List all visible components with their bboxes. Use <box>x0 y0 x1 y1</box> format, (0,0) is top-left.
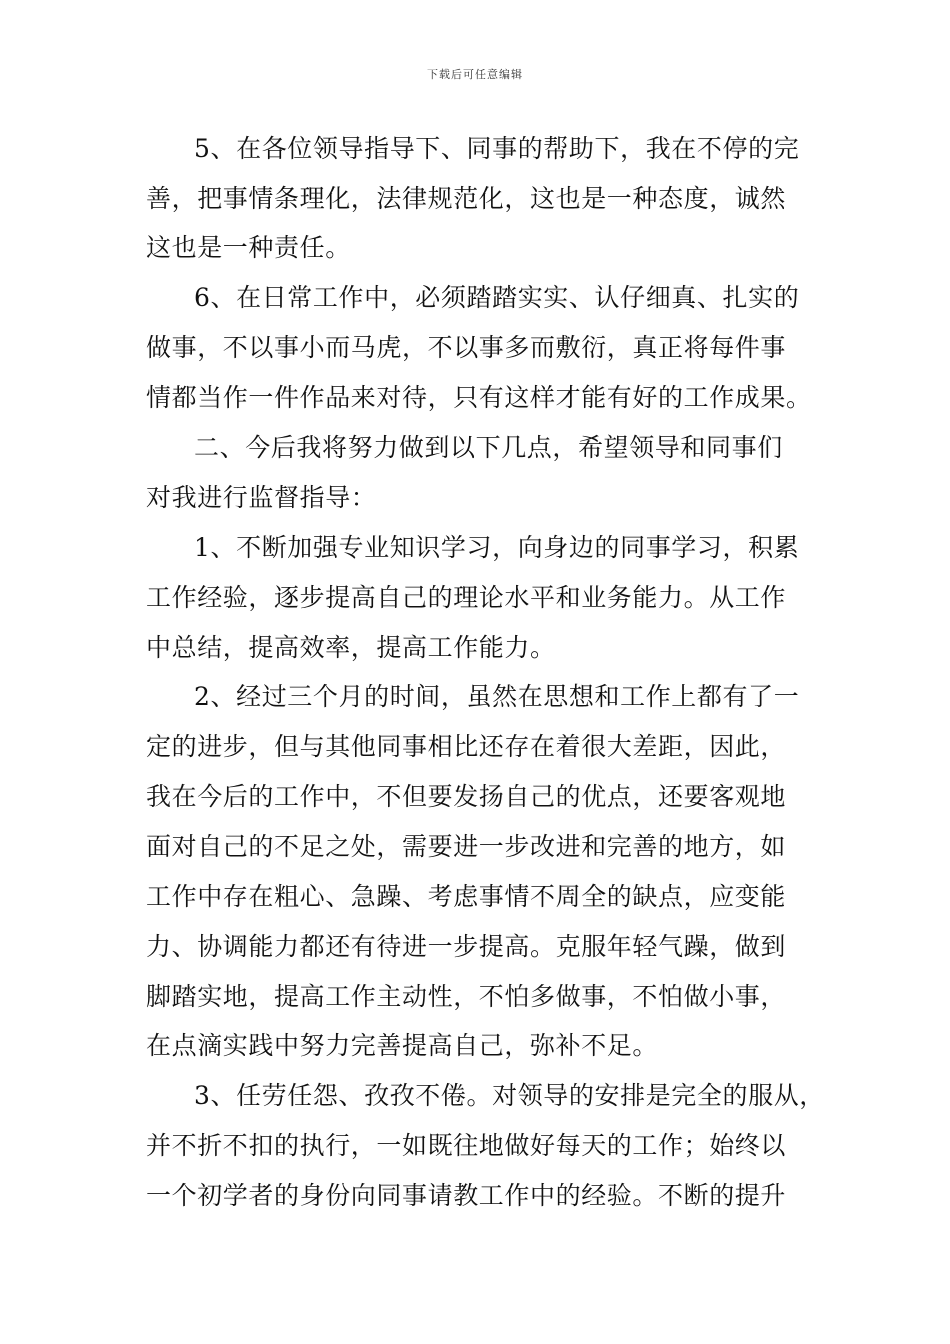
text-line: 并不折不扣的执行，一如既往地做好每天的工作；始终以 <box>146 1131 787 1160</box>
text-line: 做事，不以事小而马虎，不以事多而敷衍，真正将每件事 <box>146 333 787 362</box>
text-line: 5、在各位领导指导下、同事的帮助下，我在不停的完 <box>194 134 800 163</box>
text-line: 二、今后我将努力做到以下几点，希望领导和同事们 <box>194 433 783 462</box>
text-line: 定的进步，但与其他同事相比还存在着很大差距，因此， <box>146 732 787 761</box>
text-line: 善，把事情条理化，法律规范化，这也是一种态度，诚然 <box>146 184 787 213</box>
text-line: 我在今后的工作中，不但要发扬自己的优点，还要客观地 <box>146 782 787 811</box>
text-line: 6、在日常工作中，必须踏踏实实、认仔细真、扎实的 <box>194 283 800 312</box>
text-line: 一个初学者的身份向同事请教工作中的经验。不断的提升 <box>146 1181 787 1210</box>
text-line: 1、不断加强专业知识学习，向身边的同事学习，积累 <box>194 533 800 562</box>
text-line: 工作中存在粗心、急躁、考虑事情不周全的缺点，应变能 <box>146 882 787 911</box>
text-line: 面对自己的不足之处，需要进一步改进和完善的地方，如 <box>146 832 787 861</box>
text-line: 3、任劳任怨、孜孜不倦。对领导的安排是完全的服从， <box>194 1081 825 1110</box>
text-line: 中总结，提高效率，提高工作能力。 <box>146 633 556 662</box>
page-header: 下载后可任意编辑 <box>427 68 523 81</box>
text-line: 这也是一种责任。 <box>146 233 351 262</box>
text-line: 对我进行监督指导： <box>146 483 377 512</box>
text-line: 力、协调能力都还有待进一步提高。克服年轻气躁，做到 <box>146 932 787 961</box>
text-line: 在点滴实践中努力完善提高自己，弥补不足。 <box>146 1031 659 1060</box>
text-line: 工作经验，逐步提高自己的理论水平和业务能力。从工作 <box>146 583 787 612</box>
text-line: 脚踏实地，提高工作主动性，不怕多做事，不怕做小事， <box>146 982 787 1011</box>
text-line: 2、经过三个月的时间，虽然在思想和工作上都有了一 <box>194 682 800 711</box>
text-line: 情都当作一件作品来对待，只有这样才能有好的工作成果。 <box>146 383 812 412</box>
